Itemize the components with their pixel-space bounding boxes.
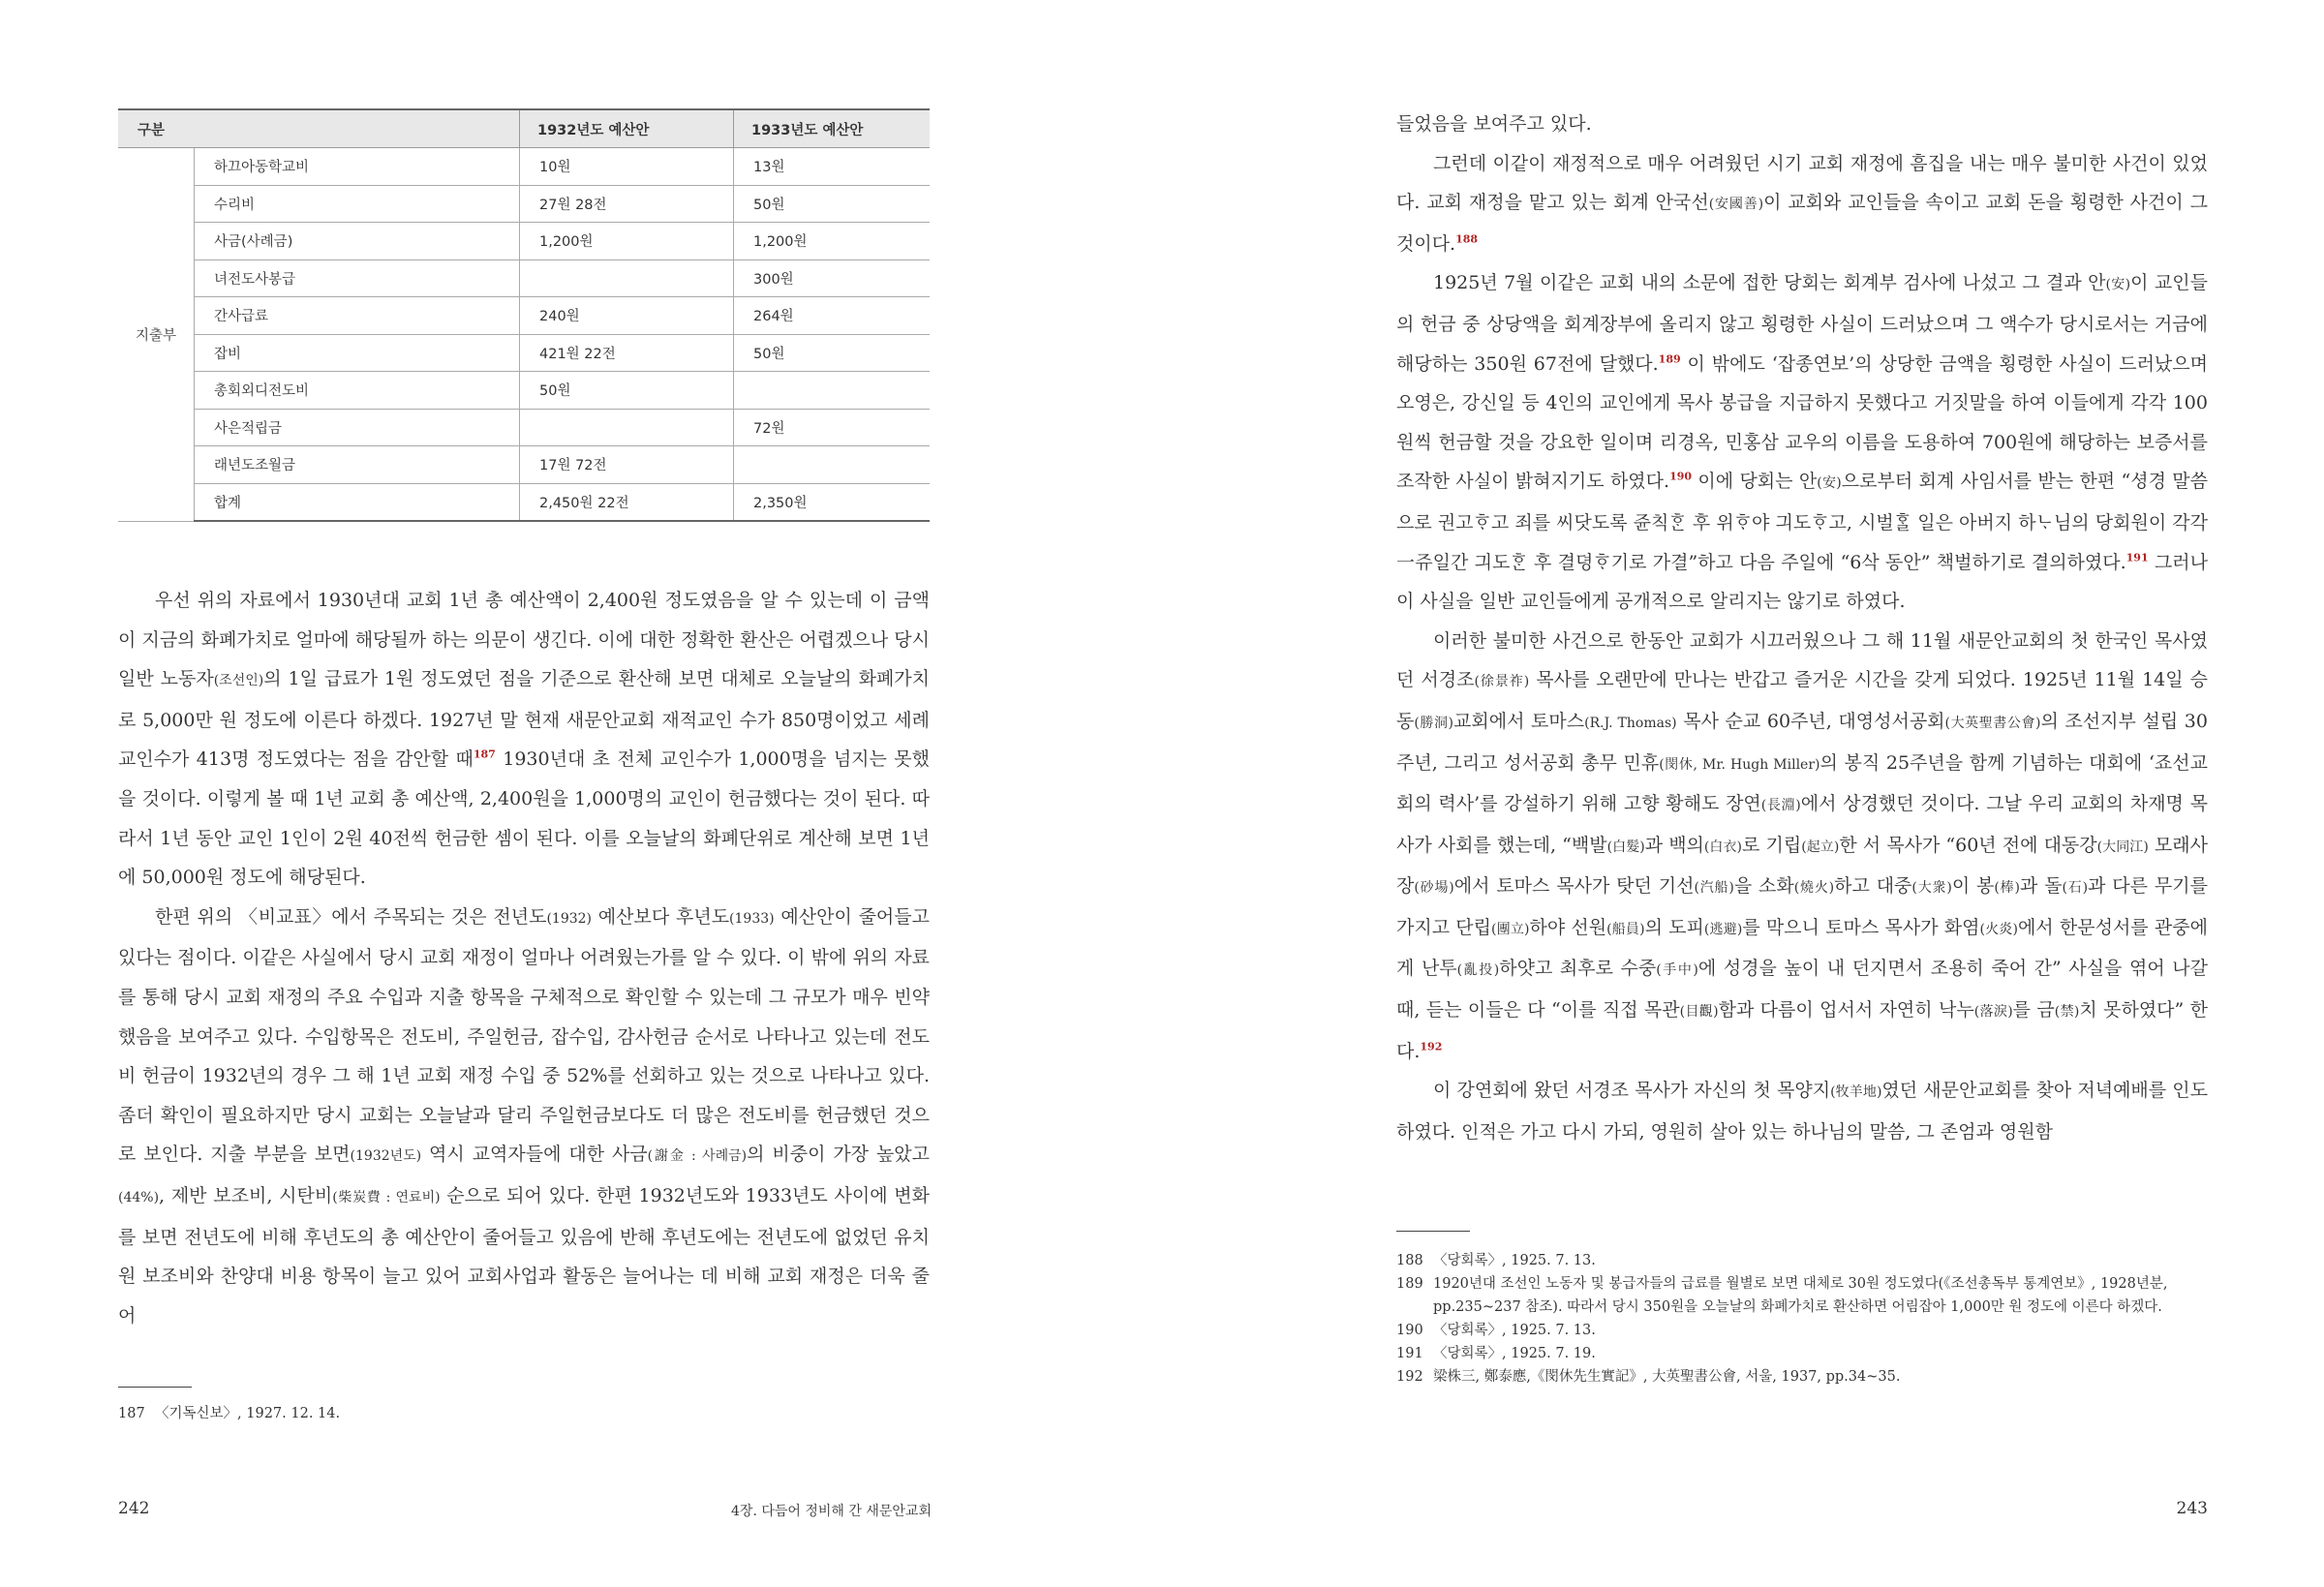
footnote: 188 〈당회록〉, 1925. 7. 13.	[1396, 1253, 1596, 1268]
paragraph: 그런데 이같이 재정적으로 매우 어려웠던 시기 교회 재정에 흠집을 내는 매우 불미한 사건이 있었다. 교회 재정을 맡고 있는 회계 안국선(安國善)이 교회와 교인들을 속이고 교회 돈을 횡령한 사건이 그것이다.$^{188}$	[1396, 152, 2208, 255]
footnote-divider	[1396, 1231, 1470, 1232]
row-value-1932	[520, 409, 734, 446]
row-value-1933: 264원	[734, 297, 931, 335]
group-label-expenditure: 지출부	[118, 148, 195, 522]
header-category: 구분	[118, 109, 520, 148]
row-value-1932: 50원	[520, 372, 734, 410]
row-value-1932: 17원 72전	[520, 446, 734, 484]
row-value-1932: 1,200원	[520, 223, 734, 260]
footnote: 190 〈당회록〉, 1925. 7. 13.	[1396, 1323, 1596, 1338]
row-value-1932: 421원 22전	[520, 334, 734, 372]
row-value-1932: 240원	[520, 297, 734, 335]
footnotes-left	[118, 1402, 930, 1425]
row-item: 하끄아동학교비	[195, 148, 520, 186]
footnote-ref-192[interactable]: 192	[1420, 1040, 1443, 1053]
row-value-1932	[520, 259, 734, 297]
table-row	[118, 334, 930, 372]
row-value-1933: 50원	[734, 334, 931, 372]
row-item: 수리비	[195, 185, 520, 223]
row-value-1933: 300원	[734, 259, 931, 297]
table-row	[118, 223, 930, 260]
total-value-1933: 2,350원	[734, 483, 931, 521]
row-item: 녀전도사봉급	[195, 259, 520, 297]
footnote-ref-191[interactable]: 191	[2125, 551, 2149, 565]
running-header: 4장. 다듬어 정비해 간 새문안교회	[731, 1504, 932, 1519]
page-number-left: 242	[118, 1499, 150, 1518]
row-value-1933	[734, 372, 931, 410]
footnote-ref-188[interactable]: 188	[1455, 232, 1479, 246]
paragraph: 한편 위의 〈비교표〉에서 주목되는 것은 전년도(1932) 예산보다 후년도(1933) 예산안이 줄어들고 있다는 점이다. 이같은 사실에서 당시 교회 재정이 얼마나 어려웠는가를 알 수 있다. 이 밖에 위의 자료를 통해 당시 교회 재정의 주요 수입과 지출 항목을 구체적으로 확인할 수 있는데 그 규모가 매우 빈약했음을 보여주고 있다. 수입항목은 전도비, 주일헌금, 잡수입, 감사헌금 순서로 나타나고 있는데 전도비 헌금이 1932년의 경우 그 해 1년 교회 재정 수입 중 52%를 선회하고 있는 것으로 나타나고 있다. 좀더 확인이 필요하지만 당시 교회는 오늘날과 달리 주일헌금보다도 더 많은 전도비를 헌금했던 것으로 보인다. 지출 부분을 보면(1932년도) 역시 교역자들에 대한 사금(謝金 : 사례금)의 비중이 가장 높았고(44%), 제반 보조비, 시탄비(柴炭費 : 연료비) 순으로 되어 있다. 한편 1932년도와 1933년도 사이에 변화를 보면 전년도에 비해 후년도의 총 예산안이 줄어들고 있음에 반해 후년도에는 전년도에 없었던 유치원 보조비와 찬양대 비용 항목이 늘고 있어 교회사업과 활동은 늘어나는 데 비해 교회 재정은 더욱 줄어	[118, 905, 931, 1327]
row-item: 사금(사례금)	[195, 223, 520, 260]
footnote: 187 〈기독신보〉, 1927. 12. 14.	[118, 1406, 341, 1421]
page-number-right: 243	[2176, 1499, 2208, 1518]
row-item: 총회외디전도비	[195, 372, 520, 410]
row-value-1933: 50원	[734, 185, 931, 223]
row-item: 잡비	[195, 334, 520, 372]
row-item: 간사급료	[195, 297, 520, 335]
row-item: 사은적립금	[195, 409, 520, 446]
row-value-1933: 13원	[734, 148, 931, 186]
header-1932: 1932년도 예산안	[520, 109, 734, 148]
right-page	[1162, 0, 2324, 1587]
total-label: 합계	[195, 483, 520, 521]
row-value-1932: 10원	[520, 148, 734, 186]
table-row	[118, 446, 930, 484]
total-value-1932: 2,450원 22전	[520, 483, 734, 521]
paragraph: 이러한 불미한 사건으로 한동안 교회가 시끄러웠으나 그 해 11월 새문안교회의 첫 한국인 목사였던 서경조(徐景祚) 목사를 오랜만에 만나는 반갑고 즐거운 시간을 갖게 되었다. 1925년 11월 14일 승동(勝洞)교회에서 토마스(R.J. Thomas) 목사 순교 60주년, 대영성서공회(大英聖書公會)의 조선지부 설립 30주년, 그리고 성서공회 총무 민휴(閔休, Mr. Hugh Miller)의 봉직 25주년을 함께 기념하는 대회에 ‘죠선교회의 력사’를 강설하기 위해 고향 황해도 장연(長淵)에서 상경했던 것이다. 그날 우리 교회의 차재명 목사가 사회를 했는데, “백발(白髮)과 백의(白衣)로 기립(起立)한 서 목사가 “60년 전에 대동강(大同江) 모래사장(砂場)에서 토마스 목사가 탓던 기선(汽船)을 소화(燒火)하고 대중(大衆)이 봉(棒)과 돌(石)과 다른 무기를 가지고 단립(團立)하야 선원(船員)의 도피(逃避)를 막으니 토마스 목사가 화염(火炎)에서 한문성서를 관중에게 난투(亂投)하얏고 최후로 수중(手中)에 성경을 높이 내 던지면서 조용히 죽어 간” 사실을 엮어 나갈 때, 듣는 이들은 다 “이를 직접 목관(目觀)함과 다름이 업서서 자연히 낙누(落淚)를 금(禁)치 못하였다” 한다.$^{192}$	[1396, 629, 2208, 1062]
table-row	[118, 185, 930, 223]
table-row	[118, 372, 930, 410]
footnotes-right	[1396, 1249, 2208, 1389]
left-body-text	[118, 581, 930, 1335]
row-value-1933: 1,200원	[734, 223, 931, 260]
budget-table	[118, 108, 930, 522]
right-body-text	[1396, 105, 2208, 1151]
footnote-ref-190[interactable]: 190	[1669, 471, 1693, 484]
row-value-1932: 27원 28전	[520, 185, 734, 223]
paragraph: 들었음을 보여주고 있다.	[1396, 113, 1592, 135]
footnote: 191 〈당회록〉, 1925. 7. 19.	[1396, 1346, 1596, 1361]
footnote-divider	[118, 1387, 192, 1388]
footnote: 192 梁株三, 鄭泰應,《閔休先生實記》, 大英聖書公會, 서울, 1937, pp.34~35.	[1396, 1369, 1901, 1385]
row-value-1933: 72원	[734, 409, 931, 446]
header-1933: 1933년도 예산안	[734, 109, 931, 148]
row-value-1933	[734, 446, 931, 484]
table-row	[118, 259, 930, 297]
footnote-ref-187[interactable]: 187	[473, 748, 496, 762]
paragraph: 이 강연회에 왔던 서경조 목사가 자신의 첫 목양지(牧羊地)였던 새문안교회를 찾아 저녁예배를 인도하였다. 인적은 가고 다시 가되, 영원히 살아 있는 하나님의 말씀, 그 존엄과 영원함	[1396, 1080, 2208, 1143]
table-header-row	[118, 109, 930, 148]
row-item: 래년도조월금	[195, 446, 520, 484]
table-row	[118, 148, 930, 186]
paragraph: 우선 위의 자료에서 1930년대 교회 1년 총 예산액이 2,400원 정도였음을 알 수 있는데 이 금액이 지금의 화폐가치로 얼마에 해당될까 하는 의문이 생긴다. 이에 대한 정확한 환산은 어렵겠으나 당시 일반 노동자(조선인)의 1일 급료가 1원 정도였던 점을 기준으로 환산해 보면 대체로 오늘날의 화폐가치로 5,000만 원 정도에 이른다 하겠다. 1927년 말 현재 새문안교회 재적교인 수가 850명이었고 세례교인수가 413명 정도였다는 점을 감안할 때$^{187}$ 1930년대 초 전체 교인수가 1,000명을 넘지는 못했을 것이다. 이렇게 볼 때 1년 교회 총 예산액, 2,400원을 1,000명의 교인이 헌금했다는 것이 된다. 따라서 1년 동안 교인 1인이 2원 40전씩 헌금한 셈이 된다. 이를 오늘날의 화폐단위로 계산해 보면 1년에 50,000원 정도에 해당된다.	[118, 590, 930, 889]
footnote: 189 1920년대 조선인 노동자 및 봉급자들의 급료를 월별로 보면 대체로 30원 정도였다(《조선총독부 통계연보》, 1928년분, pp.235~237 참조). 따라서 당시 350원을 오늘날의 화폐가치로 환산하면 어림잡아 1,000만 원 정도에 이른다 하겠다.	[1396, 1276, 2168, 1315]
footnote-ref-189[interactable]: 189	[1658, 352, 1681, 366]
paragraph: 1925년 7월 이같은 교회 내의 소문에 접한 당회는 회계부 검사에 나섰고 그 결과 안(安)이 교인들의 헌금 중 상당액을 회계장부에 올리지 않고 횡령한 사실이 드러났으며 그 액수가 당시로서는 거금에 해당하는 350원 67전에 달했다.$^{189}$ 이 밖에도 ‘잡종연보’의 상당한 금액을 횡령한 사실이 드러났으며 오영은, 강신일 등 4인의 교인에게 목사 봉급을 지급하지 못했다고 거짓말을 하여 이들에게 각각 100원씩 헌금할 것을 강요한 일이며 리경옥, 민홍삼 교우의 이름을 도용하여 700원에 해당하는 보증서를 조작한 사실이 밝혀지기도 하였다.$^{190}$ 이에 당회는 안(安)으로부터 회계 사임서를 받는 한편 “셩경 말씀으로 권고ᄒᆞ고 죄를 씨닷도록 쥰칙ᄒᆞᆫ 후 위ᄒᆞ야 긔도ᄒᆞ고, 시벌ᄒᆞᆯ 일은 아버지 하ᄂᆞ님의 당회원이 각각 一쥬일간 긔도ᄒᆞᆫ 후 결뎡ᄒᆞ기로 가결”하고 다음 주일에 “6삭 동안” 책벌하기로 결의하였다.$^{191}$ 그러나 이 사실을 일반 교인들에게 공개적으로 알리지는 않기로 하였다.	[1396, 272, 2208, 613]
table-row	[118, 297, 930, 335]
table-total-row	[118, 483, 930, 521]
table-row	[118, 409, 930, 446]
